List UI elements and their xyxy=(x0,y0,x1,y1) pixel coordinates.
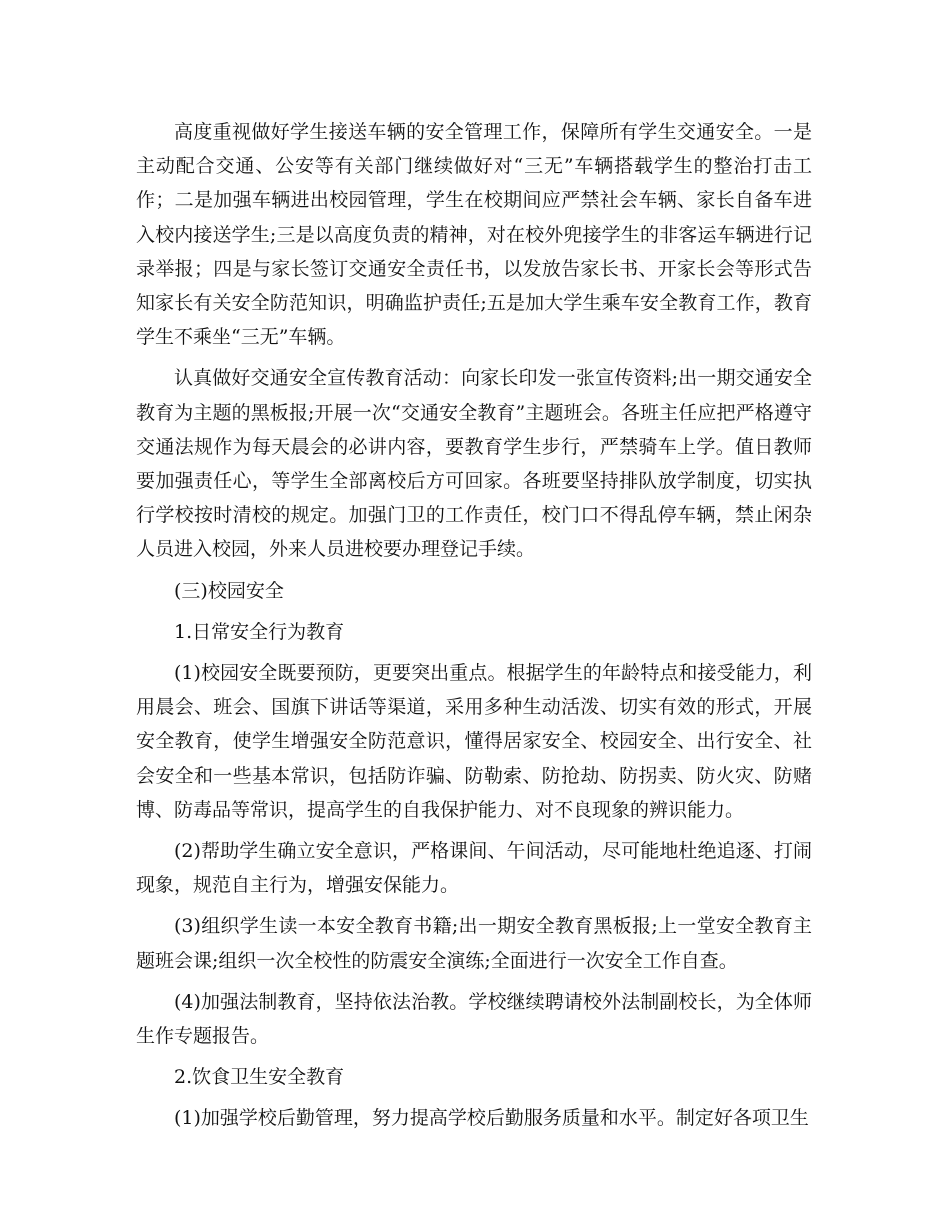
paragraph-item-3: (3)组织学生读一本安全教育书籍;出一期安全教育黑板报;上一堂安全教育主题班会课;组织一次全校性的防震安全演练;全面进行一次安全工作自查。 xyxy=(136,915,812,972)
paragraph-item-2: (2)帮助学生确立安全意识，严格课间、午间活动，尽可能地杜绝追逐、打闹现象，规范自主行为，增强安保能力。 xyxy=(136,840,812,897)
paragraph-item-1: (1)校园安全既要预防，更要突出重点。根据学生的年龄特点和接受能力，利用晨会、班会、国旗下讲话等渠道，采用多种生动活泼、切实有效的形式，开展安全教育，使学生增强安全防范意识，懂得居家安全、校园安全、出行安全、社会安全和一些基本常识，包括防诈骗、防勒索、防抢劫、防拐卖、防火灾、防赌博、防毒品等常识，提高学生的自我保护能力、对不良现象的辨识能力。 xyxy=(136,662,812,821)
paragraph-vehicle-safety: 高度重视做好学生接送车辆的安全管理工作，保障所有学生交通安全。一是主动配合交通、公安等有关部门继续做好对“三无”车辆搭载学生的整治打击工作；二是加强车辆进出校园管理，学生在校期间应严禁社会车辆、家长自备车进入校内接送学生;三是以高度负责的精神，对在校外兜接学生的非客运车辆进行记录举报；四是与家长签订交通安全责任书，以发放告家长书、开家长会等形式告知家长有关安全防范知识，明确监护责任;五是加大学生乘车安全教育工作，教育学生不乘坐“三无”车辆。 xyxy=(136,121,812,349)
paragraph-traffic-education: 认真做好交通安全宣传教育活动：向家长印发一张宣传资料;出一期交通安全教育为主题的黑板报;开展一次“交通安全教育”主题班会。各班主任应把严格遵守交通法规作为每天晨会的必讲内容，要教育学生步行，严禁骑车上学。值日教师要加强责任心，等学生全部离校后方可回家。各班要坚持排队放学制度，切实执行学校按时清校的规定。加强门卫的工作责任，校门口不得乱停车辆，禁止闲杂人员进入校园，外来人员进校要办理登记手续。 xyxy=(136,367,812,561)
document-body xyxy=(136,115,812,1143)
paragraph-food-item-1: (1)加强学校后勤管理，努力提高学校后勤服务质量和水平。制定好各项卫生 xyxy=(174,1107,809,1130)
subsection-heading-daily-behavior: 1.日常安全行为教育 xyxy=(174,620,345,643)
paragraph-item-4: (4)加强法制教育，坚持依法治教。学校继续聘请校外法制副校长，为全体师生作专题报告。 xyxy=(136,990,812,1048)
subsection-heading-food-safety: 2.饮食卫生安全教育 xyxy=(174,1066,345,1089)
section-heading-campus-safety: (三)校园安全 xyxy=(174,579,284,602)
